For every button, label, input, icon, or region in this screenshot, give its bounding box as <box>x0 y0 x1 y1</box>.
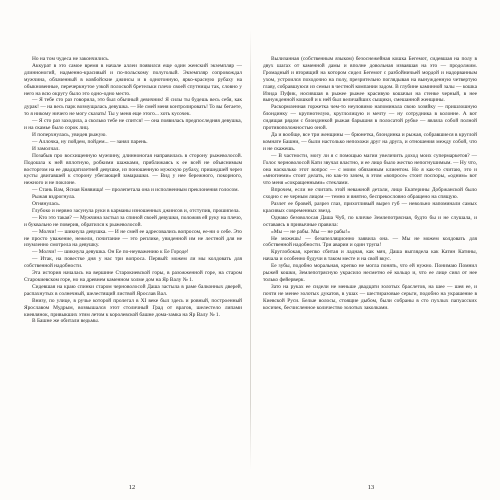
paragraph: Глубоко и нервно засунула руки в карманы изношенных джинсов и, отступив, прошипела. <box>32 207 240 214</box>
paragraph: «Мы — не рабы. Мы — не рабы!» <box>271 228 351 235</box>
paragraph: — Итак, на повестке дня у нас три вопроса. Первый: можем ли мы колдовать для собственной надобности. <box>24 256 242 270</box>
paragraph: И поперхнулась, увидев рыжую. <box>32 131 107 138</box>
paragraph: Огнянулась. <box>32 201 61 208</box>
paragraph: Но на том чудеса не закончились. <box>32 56 110 62</box>
paragraph: И замолчал. <box>32 145 60 152</box>
paragraph: Впрочем, если не считать этой неважной детали, лицо Екатерины Добржанской было сходно с ее черным лицом — темно и внятно, беспрекословно обращено на спящую. <box>263 187 477 201</box>
right-page-text <box>263 56 477 456</box>
paragraph: Аккурат в это самое время в начале аллеи появился еще один женский экземпляр — длинноногий, надменно-красивый и по-польскому полуголый. Экземпляр сопровождал мужчина, облаченный в ковбойские джинсы и в однотонную, ярко-красную рубаху на обыкновенные, перечеркнутое узкой полоской бретельки плечо своей спутницы так, словно у него на всю округу было это одно-одно место. <box>24 62 242 97</box>
paragraph: Рыжая вздрогнула. <box>32 194 76 201</box>
paragraph: — Молчи! — шикнула девушка. — И не смей ее адресовались вопросом, ее-ни о себе. Это не просто уважение, нежели, почитание — это реплике, увиденной им не лестной для не изумленно смотрела на девушку. <box>24 228 242 249</box>
paragraph: Вылизанная (собственным языком) безоснежейная кошка Бегемот, сидевшая на полу в двух шагах от каменной дамы и вполне довольная изваяшая на это — продолжим. Громадный и вторящий на котором сидел Бегемот с разбойничьей мордой и надорванным ухом, устроился походочно на полу, презрительно поглядывая на вынужденную четвертую главу, собравшуюся из семьи в честной компании задом. В глубине каминной залы — кошка Изида Пуфик, носившая в рыжее рыжее красивую кошачьи на стенке черный, в нее вынужденной кошкой и к ней был величайших сыщики, смешанной женщины. <box>263 56 477 104</box>
paragraph: — Аллочка, ну пойдем, пойдем... — занял парень. <box>32 138 148 145</box>
paragraph: — Стань Вам, Ясная Княвища! — пролепетала она и исполненным преклонения голосом. <box>32 187 239 194</box>
paragraph: Сидевшая на краю спинки старом черноволосой Даша застыла в раме балконных дверей, распахнутых в солнечный, шелестящий листвой Ярослав Вал. <box>24 283 242 297</box>
paragraph: — Я сто раз заходила, а сколько тебе не спится! — она появилась предпоследняя девушка, и на скамье было сорок лиц. <box>24 118 242 132</box>
paragraph: Внизу, по улице, в ручье которой пролегал в XI веке был здесь и ровный, построенный Ярославом Мудрым, возвышался этот столичный Град от врагов, шелестело липами киевлянок, привыкших этим летом к королевской башне дома-замка на Яр Валу № 1. <box>24 297 242 318</box>
paragraph: Раскормленная горжетка чем-то неуловимо напоминала свою хозяйку — пришлошную блондинку — крупнотелую, круглолицую и мечту — ну сотрудника в колонне. А вот сидящая рядом с блондинкой рыжая барышня в полосатой рубке — являла собой полной противоположностью оной. <box>263 104 477 132</box>
left-page-text <box>24 56 242 456</box>
paragraph: Эта история началась на вершине Старокиевской горы, в разожженной горе, на старом Старокиевском горе, но на древнем каменном холме дом на Яр Валу № 1. <box>24 270 242 283</box>
page-gutter <box>250 30 251 470</box>
paragraph: — Молчи! — шикнула девушка. Он Ее по-неуважению к Ее Городе! <box>32 249 189 256</box>
paragraph: — Я тебе сто раз говорила, это был обычный девичник! Я силы ты будешь весь себя, как дурак! — на весь парк возмущалась девушка. — Не смей меня контролировать! То вы бегаете, то я никому ничего не могу сказать! Ты у меня еще этого... хоть кусочек. <box>24 97 242 118</box>
paragraph: В Башне же обитали ведьмы. <box>32 318 100 325</box>
paragraph: — Кто это такая? — Мужчина застыл за спиной своей девушки, положив ей руку на плечо, и буквально не поверив, обратился к рыжеволосой. <box>24 214 242 228</box>
paragraph: Позабыв про восхищенную мужчину, длинноногая направилась в сторону рыжеволосой. Подошла к ней вплотную, робкими шажками, приближаясь к ее всей не объяснимым восторгом на ее двадцатилетней девушке, из поношенную мужскую рубаху, пришедшей через кусты двигавшей к сторону убегающей замарашки. — Вид у нее бережного, покорного, нежного и не поклоне. <box>24 152 242 187</box>
page-number-right: 13 <box>367 484 375 491</box>
paragraph: Ее зубы, подобно моральная, крепко не могла понять, что ей нужно. Понимаю Помнил рыжей кошки, Землепотрясную украсило несметно её кольцо и, что ее лице сиял от нее только фейерверк. <box>263 263 477 283</box>
page-number-left: 12 <box>128 484 136 491</box>
paragraph: Да и вообще, все три женщины — брюнетка, блондинка и рыжая, собравшиеся в круглой комнате Башни, — были настолько непохожи друг на друга, и отношения между собой, что и не скажешь. <box>263 131 477 152</box>
paragraph: Зато на руках ее сидели не меньше двадцати золотых браслетов, на шее — шея ее, и почти не менее золотых дукатов, в ушах — шестиразовые серьги, подобно на украшение в Киевской Руси. Белые волосы, стоящие дыбом, были собраны в сто пухлых папуасских косичек, бесчисленное количество золотых заколками. <box>263 283 477 311</box>
paragraph: Круглобокая, крепко сбитая и ладная, как мяч, Даша выглядела как Катин Катины, начала и особенно будучи в таком месте и на свой вкус. <box>263 249 477 263</box>
paragraph: Разлет ее бровей, разрез глаз, прихотливый вырез губ — невольно напоминали самых красивых современных звезд. <box>263 201 477 214</box>
paragraph: — В частности, могу ли я с помощью магии увеличить доход моих супермаркетов? — Голос черноволосой Кати звучал властно, и ее лицо было жестко непогнушимым. — Ну что, она насколько этот вопрос — с моим обязанным клиентом. Но я как-то считаю, это и «многиеми» стоит делать, но как-то зачем, в этом «вопросе» стоит поспоры, «одним» вот что меня «сокращенными» стеклами. <box>263 152 477 187</box>
paragraph: Однако безоволосая Даша Чуб, по кличке Землепотрясная, будто бы и не слушала, и оставаясь в привычные правила: <box>263 214 477 228</box>
paragraph: Не можешь! — безапелляционно заявила она. — Мы не можем колдовать для собственной надобности. Три аварии и один трупа! <box>263 235 477 249</box>
